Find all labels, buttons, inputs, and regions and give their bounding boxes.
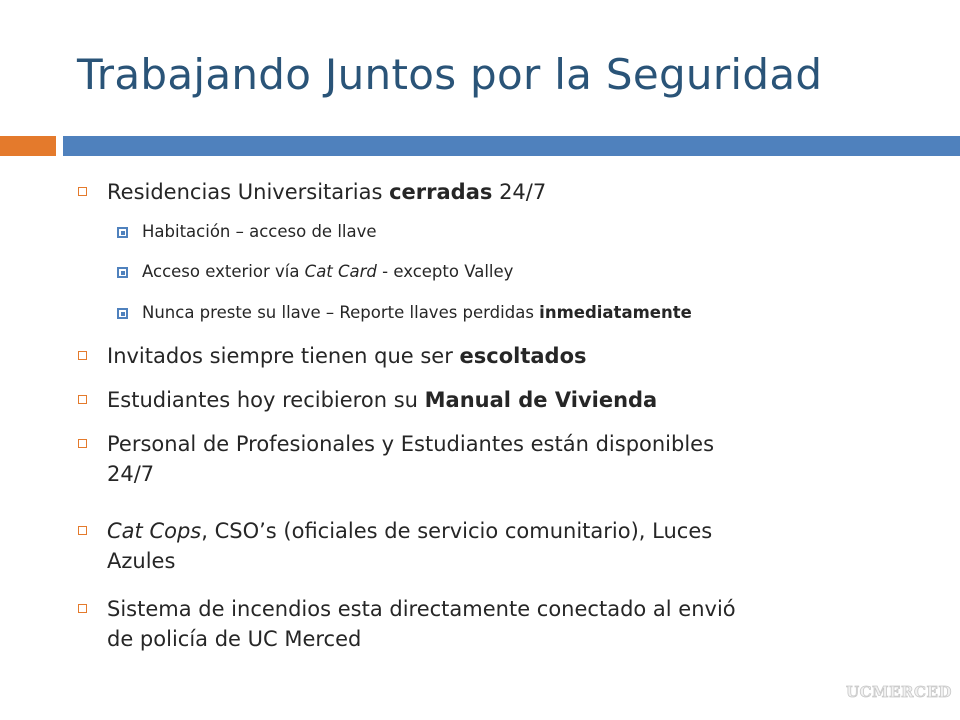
square-bullet-icon (78, 526, 87, 535)
italic-text: Cat Cops (107, 519, 202, 543)
bold-text: escoltados (459, 344, 587, 368)
text-run: Residencias Universitarias (107, 180, 390, 204)
uc-merced-logo: UCMERCED (846, 683, 952, 701)
bullet-text (142, 260, 513, 284)
text-run: , CSO’s (oficiales de servicio comunitario), Luces (201, 519, 713, 543)
slide-title: Trabajando Juntos por la Seguridad (77, 50, 823, 99)
bullet-text (142, 301, 692, 325)
square-bullet-icon (78, 351, 87, 360)
square-bullet-icon (78, 439, 87, 448)
bullet-text (142, 220, 377, 244)
text-run: Personal de Profesionales y Estudiantes están disponibles (107, 432, 715, 456)
square-bullet-icon (78, 604, 87, 613)
bullet-text (107, 385, 657, 415)
text-run: Sistema de incendios esta directamente conectado al envió (107, 597, 736, 621)
text-run: 24/7 (107, 462, 155, 486)
bullet-text (107, 429, 714, 489)
filled-square-bullet-icon (117, 267, 128, 278)
bullet-text (107, 594, 736, 654)
bold-text: Manual de Vivienda (424, 388, 658, 412)
text-run: Invitados siempre tienen que ser (107, 344, 460, 368)
text-run: Azules (107, 549, 176, 573)
bullet-text (107, 516, 712, 576)
text-run: 24/7 (492, 180, 547, 204)
bold-text: cerradas (389, 180, 493, 204)
filled-square-bullet-icon (117, 227, 128, 238)
bullet-text (107, 177, 546, 207)
bullet-text (107, 341, 587, 371)
text-run: de policía de UC Merced (107, 627, 362, 651)
text-run: Acceso exterior vía (142, 262, 305, 281)
text-run: Habitación – acceso de llave (142, 222, 377, 241)
square-bullet-icon (78, 395, 87, 404)
bold-text: inmediatamente (539, 303, 692, 322)
text-run: Nunca preste su llave – Reporte llaves perdidas (142, 303, 540, 322)
square-bullet-icon (78, 187, 87, 196)
text-run: - excepto Valley (376, 262, 514, 281)
filled-square-bullet-icon (117, 308, 128, 319)
text-run: Estudiantes hoy recibieron su (107, 388, 425, 412)
italic-text: Cat Card (304, 262, 377, 281)
